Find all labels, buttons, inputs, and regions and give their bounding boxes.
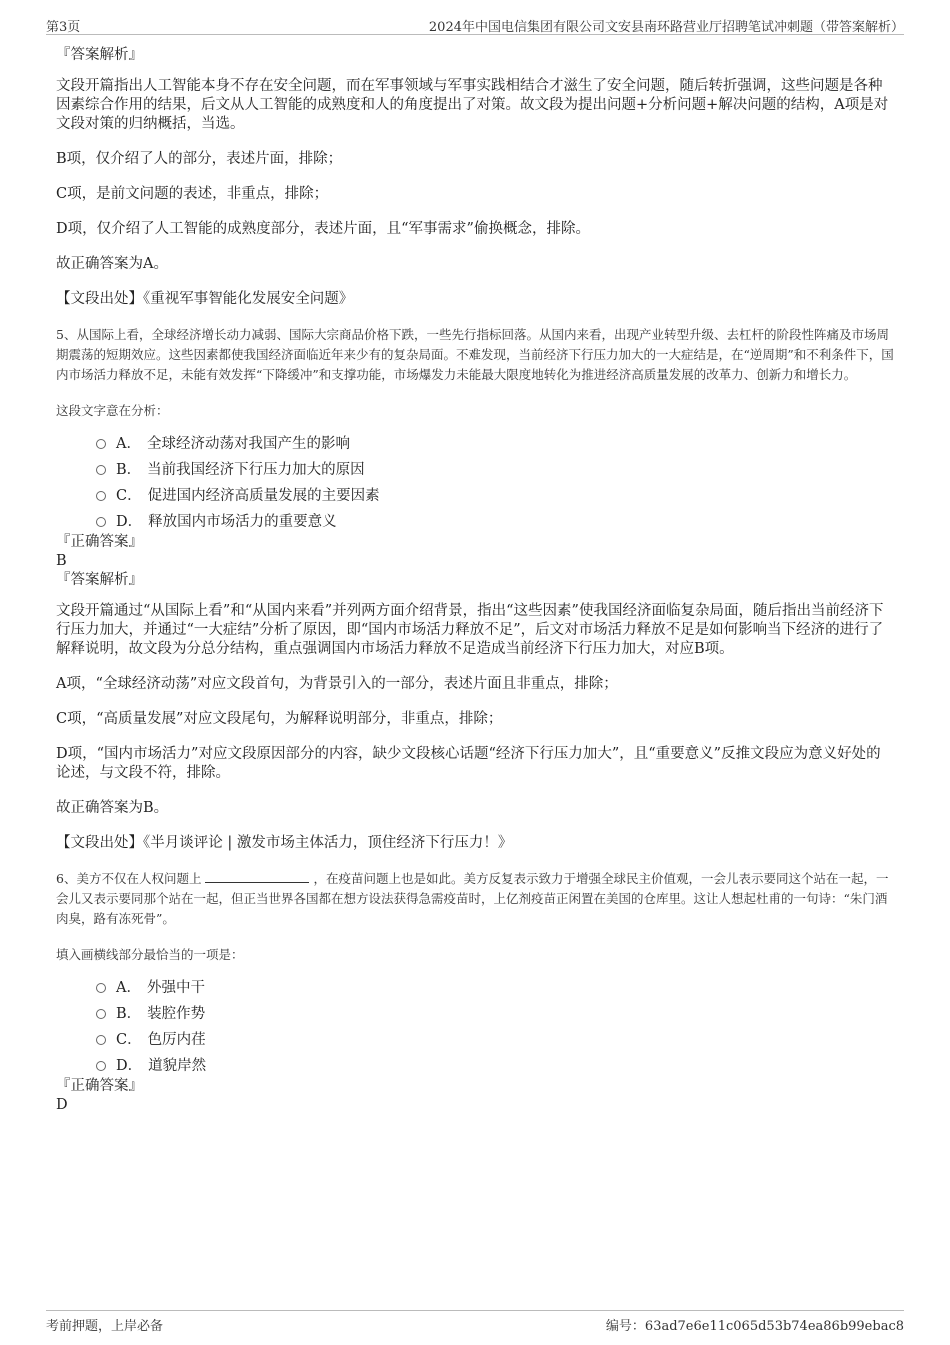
- stem-rest: ，在疫苗问题上也是如此。美方反复表示致力于增强全球民主价值观，一会儿表示要同这个站在一起，一会儿又表示要同那个站在一起，但正当世界各国都在想方设法获得急需疫苗时，上亿剂疫苗正闲置在美国的仓库里。这让人想起杜甫的一句诗：“朱门酒肉臭，路有冻死骨”。: [56, 871, 889, 926]
- analysis-option-d: D项，“国内市场活力”对应文段原因部分的内容，缺少文段核心话题“经济下行压力加大”，且“重要意义”反推文段应为意义好处的论述，与文段不符，排除。: [56, 746, 881, 781]
- option-a[interactable]: [96, 429, 894, 455]
- correct-answer-label: 『正确答案』: [56, 534, 143, 550]
- option-b[interactable]: [96, 999, 894, 1025]
- footer-slogan: 考前押题，上岸必备: [46, 1319, 164, 1334]
- fill-in-blank: [205, 870, 309, 883]
- radio-icon[interactable]: [96, 1035, 106, 1045]
- question-4-analysis: [56, 46, 894, 309]
- analysis-label: 『答案解析』: [56, 572, 143, 588]
- correct-answer: D: [56, 1097, 68, 1113]
- option-list: [56, 429, 894, 533]
- radio-icon[interactable]: [96, 517, 106, 527]
- option-letter: A．: [116, 435, 141, 452]
- radio-icon[interactable]: [96, 1061, 106, 1071]
- analysis-paragraph: 文段开篇通过“从国际上看”和“从国内来看”并列两方面介绍背景，指出“这些因素”使我国经济面临复杂局面，随后指出当前经济下行压力加大，并通过“一大症结”分析了原因，即“国内市场活力释放不足”，后文对市场活力释放不足是如何影响当下经济的进行了解释说明，故文段为分总分结构，重点强调国内市场活力释放不足造成当前经济下行压力加大，对应B项。: [56, 603, 884, 657]
- source-citation: 【文段出处】《重视军事智能化发展安全问题》: [56, 291, 354, 307]
- correct-answer: B: [56, 553, 67, 569]
- option-text: 促进国内经济高质量发展的主要因素: [147, 487, 380, 504]
- option-c[interactable]: [96, 481, 894, 507]
- stem-start: 6、美方不仅在人权问题上: [56, 871, 202, 886]
- option-d[interactable]: [96, 1051, 894, 1077]
- option-text: 外强中干: [146, 979, 205, 996]
- analysis-label: 『答案解析』: [56, 47, 143, 63]
- option-letter: B．: [116, 1005, 142, 1022]
- option-text: 当前我国经济下行压力加大的原因: [147, 461, 365, 478]
- question-prompt: 填入画横线部分最恰当的一项是：: [56, 947, 244, 962]
- question-6: [56, 869, 894, 1115]
- analysis-option-d: D项，仅介绍了人工智能的成熟度部分，表述片面，且“军事需求”偷换概念，排除。: [56, 221, 590, 237]
- page-number: 第3页: [46, 20, 81, 35]
- option-letter: C．: [116, 1031, 142, 1048]
- option-text: 道貌岸然: [148, 1057, 207, 1074]
- option-text: 装腔作势: [147, 1005, 206, 1022]
- option-b[interactable]: [96, 455, 894, 481]
- document-title: 2024年中国电信集团有限公司文安县南环路营业厅招聘笔试冲刺题（带答案解析）: [428, 20, 904, 35]
- analysis-option-c: C项，“高质量发展”对应文段尾句，为解释说明部分，非重点，排除；: [56, 711, 503, 727]
- option-list: [56, 973, 894, 1077]
- question-stem: [56, 869, 894, 929]
- page-footer: [46, 1310, 904, 1335]
- analysis-option-c: C项，是前文问题的表述，非重点，排除；: [56, 186, 329, 202]
- analysis-paragraph: 文段开篇指出人工智能本身不存在安全问题，而在军事领域与军事实践相结合才滋生了安全问题，随后转折强调，这些问题是各种因素综合作用的结果，后文从人工智能的成熟度和人的角度提出了对策。故文段为提出问题+分析问题+解决问题的结构，A项是对文段对策的归纳概括，当选。: [56, 78, 889, 132]
- page-header: [46, 14, 904, 35]
- document-id: 编号：63ad7e6e11c065d53b74ea86b99ebac8: [605, 1319, 904, 1334]
- option-c[interactable]: [96, 1025, 894, 1051]
- question-stem: 5、从国际上看，全球经济增长动力减弱、国际大宗商品价格下跌，一些先行指标回落。从国内来看，出现产业转型升级、去杠杆的阶段性阵痛及市场周期震荡的短期效应。这些因素都使我国经济面临近年来少有的复杂局面。不难发现，当前经济下行压力加大的一大症结是，在“逆周期”和不利条件下，国内市场活力释放不足，未能有效发挥“下降缓冲”和支撑功能，市场爆发力未能最大限度地转化为推进经济高质量发展的改革力、创新力和增长力。: [56, 327, 894, 382]
- answer-conclusion: 故正确答案为B。: [56, 800, 169, 816]
- option-d[interactable]: [96, 507, 894, 533]
- option-letter: D．: [116, 1057, 143, 1074]
- source-citation: 【文段出处】《半月谈评论 | 激发市场主体活力，顶住经济下行压力！》: [56, 835, 513, 851]
- radio-icon[interactable]: [96, 1009, 106, 1019]
- option-letter: A．: [116, 979, 141, 996]
- option-letter: C．: [116, 487, 142, 504]
- radio-icon[interactable]: [96, 983, 106, 993]
- correct-answer-label: 『正确答案』: [56, 1078, 143, 1094]
- option-letter: D．: [116, 513, 143, 530]
- radio-icon[interactable]: [96, 491, 106, 501]
- radio-icon[interactable]: [96, 439, 106, 449]
- option-text: 释放国内市场活力的重要意义: [148, 513, 337, 530]
- question-5: [56, 325, 894, 853]
- answer-conclusion: 故正确答案为A。: [56, 256, 168, 272]
- option-text: 色厉内荏: [147, 1031, 206, 1048]
- radio-icon[interactable]: [96, 465, 106, 475]
- option-letter: B．: [116, 461, 142, 478]
- question-prompt: 这段文字意在分析：: [56, 403, 169, 418]
- page-content: [56, 46, 894, 1115]
- analysis-option-a: A项，“全球经济动荡”对应文段首句，为背景引入的一部分，表述片面且非重点，排除；: [56, 676, 618, 692]
- option-text: 全球经济动荡对我国产生的影响: [146, 435, 350, 452]
- analysis-option-b: B项，仅介绍了人的部分，表述片面，排除；: [56, 151, 343, 167]
- option-a[interactable]: [96, 973, 894, 999]
